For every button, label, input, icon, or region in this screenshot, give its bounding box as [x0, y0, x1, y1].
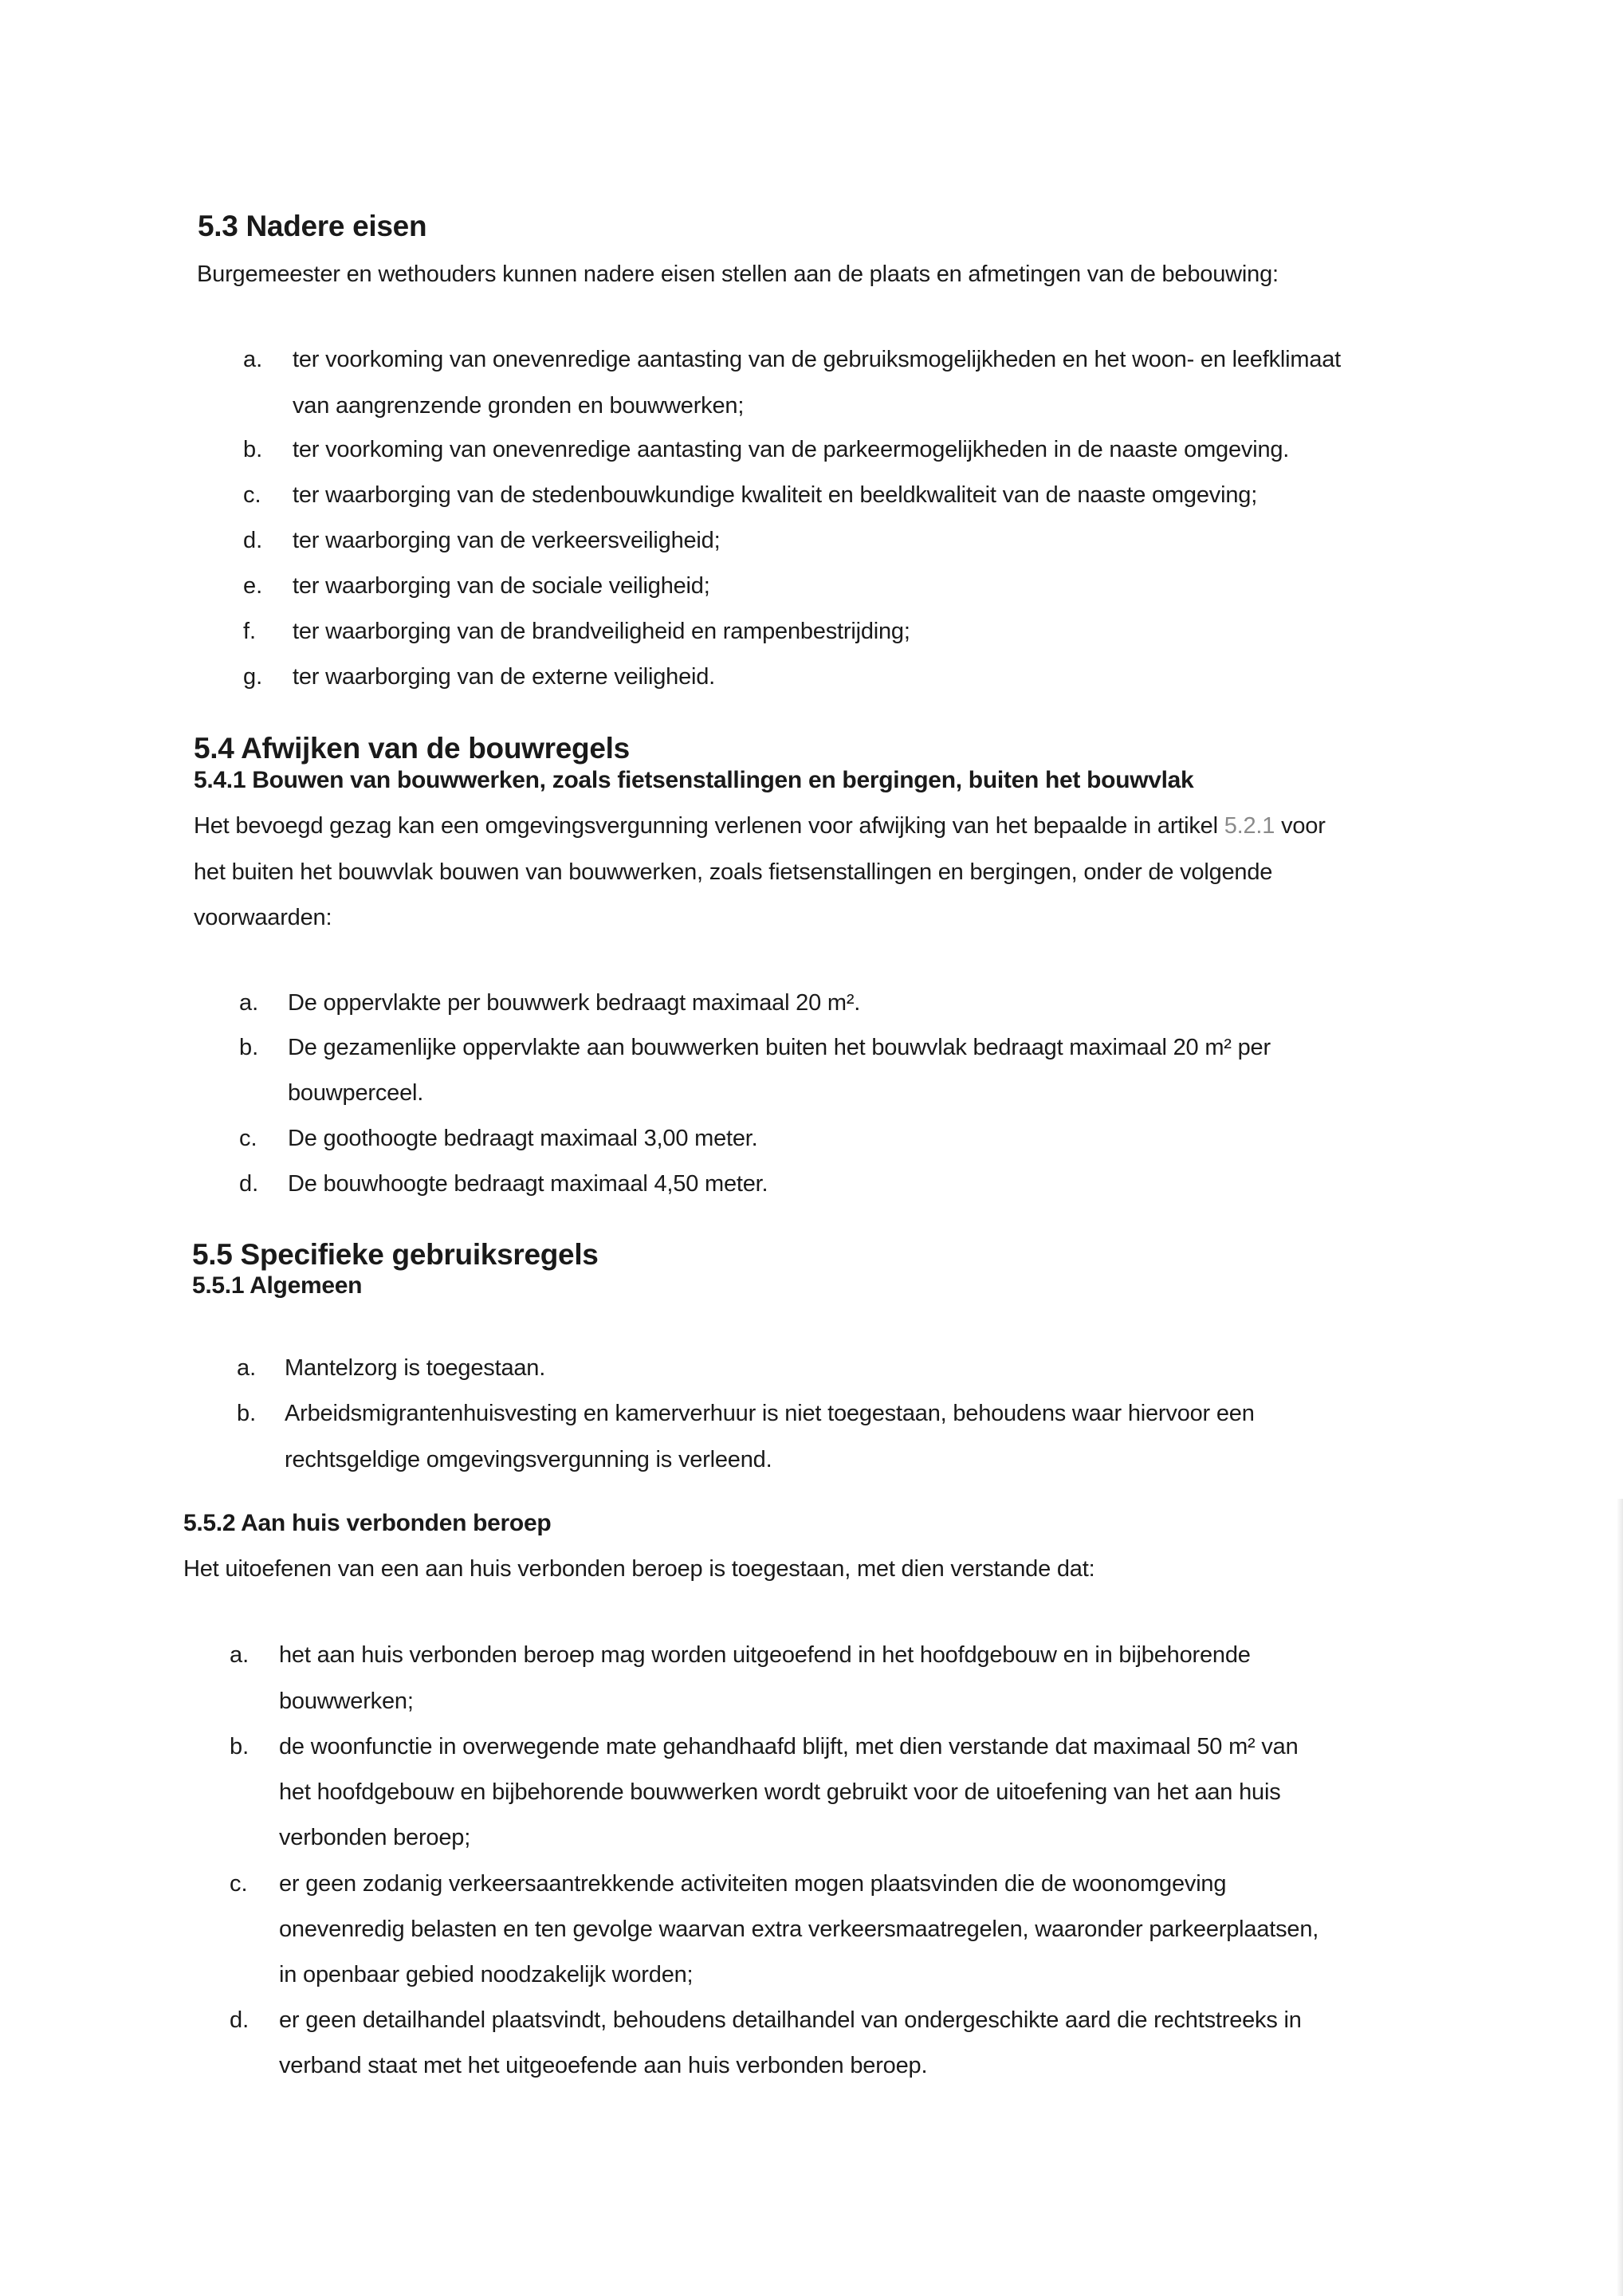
section-5-3-intro: Burgemeester en wethouders kunnen nadere eisen stellen aan de plaats en afmetingen van de bebouwing: — [197, 261, 1279, 287]
list-item-text: verbonden beroep; — [279, 1825, 471, 1850]
article-reference: 5.2.1 — [1224, 813, 1275, 839]
list-label: c. — [243, 482, 261, 508]
list-item-text: er geen zodanig verkeersaantrekkende activiteiten mogen plaatsvinden die de woonomgeving — [279, 1871, 1227, 1897]
list-item-text: de woonfunctie in overwegende mate gehandhaafd blijft, met dien verstande dat maximaal 50 m² van — [279, 1734, 1299, 1759]
list-label: b. — [237, 1401, 257, 1426]
list-item-text: bouwwerken; — [279, 1689, 414, 1714]
list-item-text: ter voorkoming van onevenredige aantasting van de parkeermogelijkheden in de naaste omgeving. — [293, 437, 1290, 462]
list-label: a. — [237, 1355, 257, 1381]
subsection-heading-5-4-1: 5.4.1 Bouwen van bouwwerken, zoals fietsenstallingen en bergingen, buiten het bouwvlak — [194, 767, 1194, 793]
list-item-text: ter waarborging van de externe veiligheid. — [293, 664, 716, 690]
list-label: f. — [243, 619, 257, 644]
intro-text: Het bevoegd gezag kan een omgevingsvergunning verlenen voor afwijking van het bepaalde in artikel — [194, 813, 1224, 839]
list-label: b. — [230, 1734, 250, 1759]
list-item-text: ter waarborging van de sociale veiligheid; — [293, 573, 710, 599]
subsection-heading-5-5-1: 5.5.1 Algemeen — [192, 1272, 363, 1299]
list-label: a. — [243, 347, 263, 372]
list-label: b. — [243, 437, 263, 462]
list-label: c. — [239, 1126, 257, 1151]
list-label: e. — [243, 573, 263, 599]
section-5-4-1-intro-line — [194, 813, 1326, 839]
list-label: a. — [230, 1642, 250, 1668]
list-item-text: ter waarborging van de stedenbouwkundige kwaliteit en beeldkwaliteit van de naaste omgeving; — [293, 482, 1258, 508]
list-item-text: De goothoogte bedraagt maximaal 3,00 meter. — [288, 1126, 758, 1151]
list-item-text: in openbaar gebied noodzakelijk worden; — [279, 1962, 694, 1987]
section-heading-5-3: 5.3 Nadere eisen — [198, 210, 427, 242]
section-5-4-1-intro-line: voorwaarden: — [194, 905, 332, 930]
section-heading-5-5: 5.5 Specifieke gebruiksregels — [192, 1238, 599, 1271]
list-item-text: ter waarborging van de verkeersveiligheid; — [293, 528, 721, 553]
list-label: a. — [239, 990, 259, 1016]
subsection-heading-5-5-2: 5.5.2 Aan huis verbonden beroep — [183, 1510, 552, 1536]
section-5-4-1-intro-line: het buiten het bouwvlak bouwen van bouwwerken, zoals fietsenstallingen en bergingen, onder de volgende — [194, 859, 1273, 885]
list-item-text: rechtsgeldige omgevingsvergunning is verleend. — [285, 1447, 772, 1472]
list-item-text: verband staat met het uitgeoefende aan huis verbonden beroep. — [279, 2053, 928, 2078]
section-heading-5-4: 5.4 Afwijken van de bouwregels — [194, 732, 630, 765]
list-label: d. — [243, 528, 263, 553]
list-item-text: De oppervlakte per bouwwerk bedraagt maximaal 20 m². — [288, 990, 861, 1016]
list-item-text: De bouwhoogte bedraagt maximaal 4,50 meter. — [288, 1171, 768, 1197]
intro-text: voor — [1275, 813, 1326, 839]
list-item-text: Arbeidsmigrantenhuisvesting en kamerverhuur is niet toegestaan, behoudens waar hiervoor een — [285, 1401, 1255, 1426]
list-item-text: er geen detailhandel plaatsvindt, behoudens detailhandel van ondergeschikte aard die rechtstreeks in — [279, 2007, 1302, 2033]
list-label: c. — [230, 1871, 248, 1897]
list-item-text: Mantelzorg is toegestaan. — [285, 1355, 546, 1381]
section-5-5-2-intro: Het uitoefenen van een aan huis verbonden beroep is toegestaan, met dien verstande dat: — [183, 1556, 1095, 1582]
list-item-text: De gezamenlijke oppervlakte aan bouwwerken buiten het bouwvlak bedraagt maximaal 20 m² per — [288, 1035, 1271, 1060]
list-label: g. — [243, 664, 263, 690]
list-item-text: van aangrenzende gronden en bouwwerken; — [293, 393, 745, 419]
list-item-text: onevenredig belasten en ten gevolge waarvan extra verkeersmaatregelen, waaronder parkeerplaatsen, — [279, 1917, 1319, 1942]
list-label: b. — [239, 1035, 259, 1060]
list-item-text: het hoofdgebouw en bijbehorende bouwwerken wordt gebruikt voor de uitoefening van het aan huis — [279, 1779, 1281, 1805]
list-label: d. — [239, 1171, 259, 1197]
list-label: d. — [230, 2007, 250, 2033]
list-item-text: bouwperceel. — [288, 1080, 424, 1106]
list-item-text: ter voorkoming van onevenredige aantasting van de gebruiksmogelijkheden en het woon- en leefklimaat — [293, 347, 1342, 372]
list-item-text: het aan huis verbonden beroep mag worden uitgeoefend in het hoofdgebouw en in bijbehorende — [279, 1642, 1251, 1668]
scan-edge-shadow — [1617, 1499, 1623, 2296]
list-item-text: ter waarborging van de brandveiligheid en rampenbestrijding; — [293, 619, 910, 644]
